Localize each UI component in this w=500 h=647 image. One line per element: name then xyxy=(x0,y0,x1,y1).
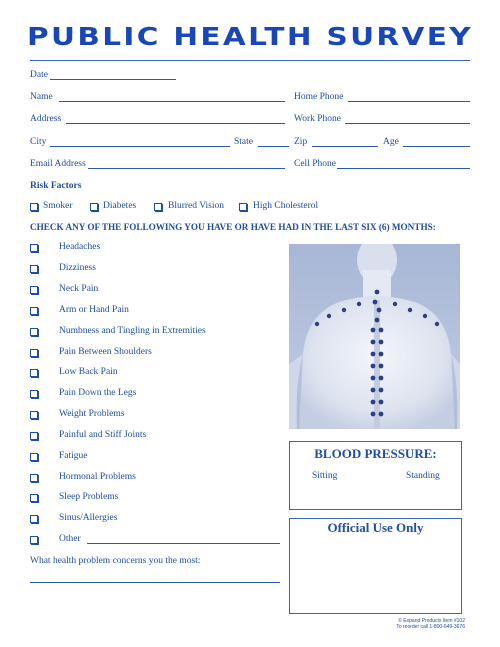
pain-down-legs-checkbox[interactable] xyxy=(30,390,38,398)
blurred-vision-checkbox[interactable] xyxy=(154,203,162,211)
age-label: Age xyxy=(383,137,399,147)
pain-between-shoulders-checkbox[interactable] xyxy=(30,349,38,357)
date-field[interactable] xyxy=(50,79,176,80)
back-illustration xyxy=(289,244,460,429)
blurred-vision-label: Blurred Vision xyxy=(168,201,224,211)
other-field[interactable] xyxy=(87,543,280,544)
address-label: Address xyxy=(30,114,62,124)
cell-phone-field[interactable] xyxy=(337,168,470,169)
low-back-pain-checkbox[interactable] xyxy=(30,369,38,377)
other-label: Other xyxy=(59,534,81,544)
fatigue-checkbox[interactable] xyxy=(30,453,38,461)
sleep-problems-label: Sleep Problems xyxy=(59,492,119,502)
weight-problems-checkbox[interactable] xyxy=(30,411,38,419)
pain-down-legs-label: Pain Down the Legs xyxy=(59,388,137,398)
diabetes-checkbox[interactable] xyxy=(90,203,98,211)
numbness-checkbox[interactable] xyxy=(30,328,38,336)
official-use-box xyxy=(289,518,462,614)
painful-joints-label: Painful and Stiff Joints xyxy=(59,430,147,440)
zip-label: Zip xyxy=(294,137,308,147)
numbness-label: Numbness and Tingling in Extremities xyxy=(59,326,206,336)
hormonal-problems-checkbox[interactable] xyxy=(30,474,38,482)
address-field[interactable] xyxy=(66,123,285,124)
official-use-title: Official Use Only xyxy=(327,520,424,535)
check-instructions: CHECK ANY OF THE FOLLOWING YOU HAVE OR HAVE HAD IN THE LAST SIX (6) MONTHS: xyxy=(30,222,436,232)
footer-copyright: © Expand Products Item #102 xyxy=(398,618,465,624)
hormonal-problems-label: Hormonal Problems xyxy=(59,472,136,482)
dizziness-label: Dizziness xyxy=(59,263,96,273)
weight-problems-label: Weight Problems xyxy=(59,409,125,419)
high-cholesterol-checkbox[interactable] xyxy=(239,203,247,211)
email-label: Email Address xyxy=(30,159,86,169)
fatigue-label: Fatigue xyxy=(59,451,88,461)
footer-reorder: To reorder call 1-800-649-3676 xyxy=(396,624,465,630)
smoker-label: Smoker xyxy=(43,201,73,211)
cell-phone-label: Cell Phone xyxy=(294,159,336,169)
arm-hand-pain-label: Arm or Hand Pain xyxy=(59,305,129,315)
standing-label: Standing xyxy=(406,471,440,481)
sinus-allergies-label: Sinus/Allergies xyxy=(59,513,118,523)
risk-factors-heading: Risk Factors xyxy=(30,181,82,191)
state-field[interactable] xyxy=(258,146,289,147)
sinus-allergies-checkbox[interactable] xyxy=(30,515,38,523)
diabetes-label: Diabetes xyxy=(103,201,137,211)
headaches-label: Headaches xyxy=(59,242,101,252)
state-label: State xyxy=(234,137,253,147)
form-title: PUBLIC HEALTH SURVEY xyxy=(27,22,473,51)
home-phone-field[interactable] xyxy=(348,101,470,102)
city-label: City xyxy=(30,137,47,147)
arm-hand-pain-checkbox[interactable] xyxy=(30,307,38,315)
smoker-checkbox[interactable] xyxy=(30,203,38,211)
low-back-pain-label: Low Back Pain xyxy=(59,367,118,377)
sleep-problems-checkbox[interactable] xyxy=(30,494,38,502)
sitting-label: Sitting xyxy=(312,471,338,481)
date-label: Date xyxy=(30,70,48,80)
name-field[interactable] xyxy=(59,101,285,102)
home-phone-label: Home Phone xyxy=(294,92,344,102)
title-rule xyxy=(30,60,470,61)
age-field[interactable] xyxy=(403,146,470,147)
headaches-checkbox[interactable] xyxy=(30,244,38,252)
work-phone-field[interactable] xyxy=(345,123,470,124)
work-phone-label: Work Phone xyxy=(294,114,341,124)
neck-pain-checkbox[interactable] xyxy=(30,286,38,294)
dizziness-checkbox[interactable] xyxy=(30,265,38,273)
zip-field[interactable] xyxy=(312,146,378,147)
spine-photo xyxy=(289,244,460,429)
high-cholesterol-label: High Cholesterol xyxy=(253,201,319,211)
concern-answer-field[interactable] xyxy=(30,582,280,583)
pain-between-shoulders-label: Pain Between Shoulders xyxy=(59,347,152,357)
painful-joints-checkbox[interactable] xyxy=(30,432,38,440)
concern-question: What health problem concerns you the most: xyxy=(30,556,201,566)
name-label: Name xyxy=(30,92,53,102)
neck-pain-label: Neck Pain xyxy=(59,284,99,294)
other-checkbox[interactable] xyxy=(30,536,38,544)
email-field[interactable] xyxy=(88,168,285,169)
blood-pressure-title: BLOOD PRESSURE: xyxy=(314,446,437,461)
blood-pressure-box xyxy=(289,441,462,510)
city-field[interactable] xyxy=(50,146,230,147)
